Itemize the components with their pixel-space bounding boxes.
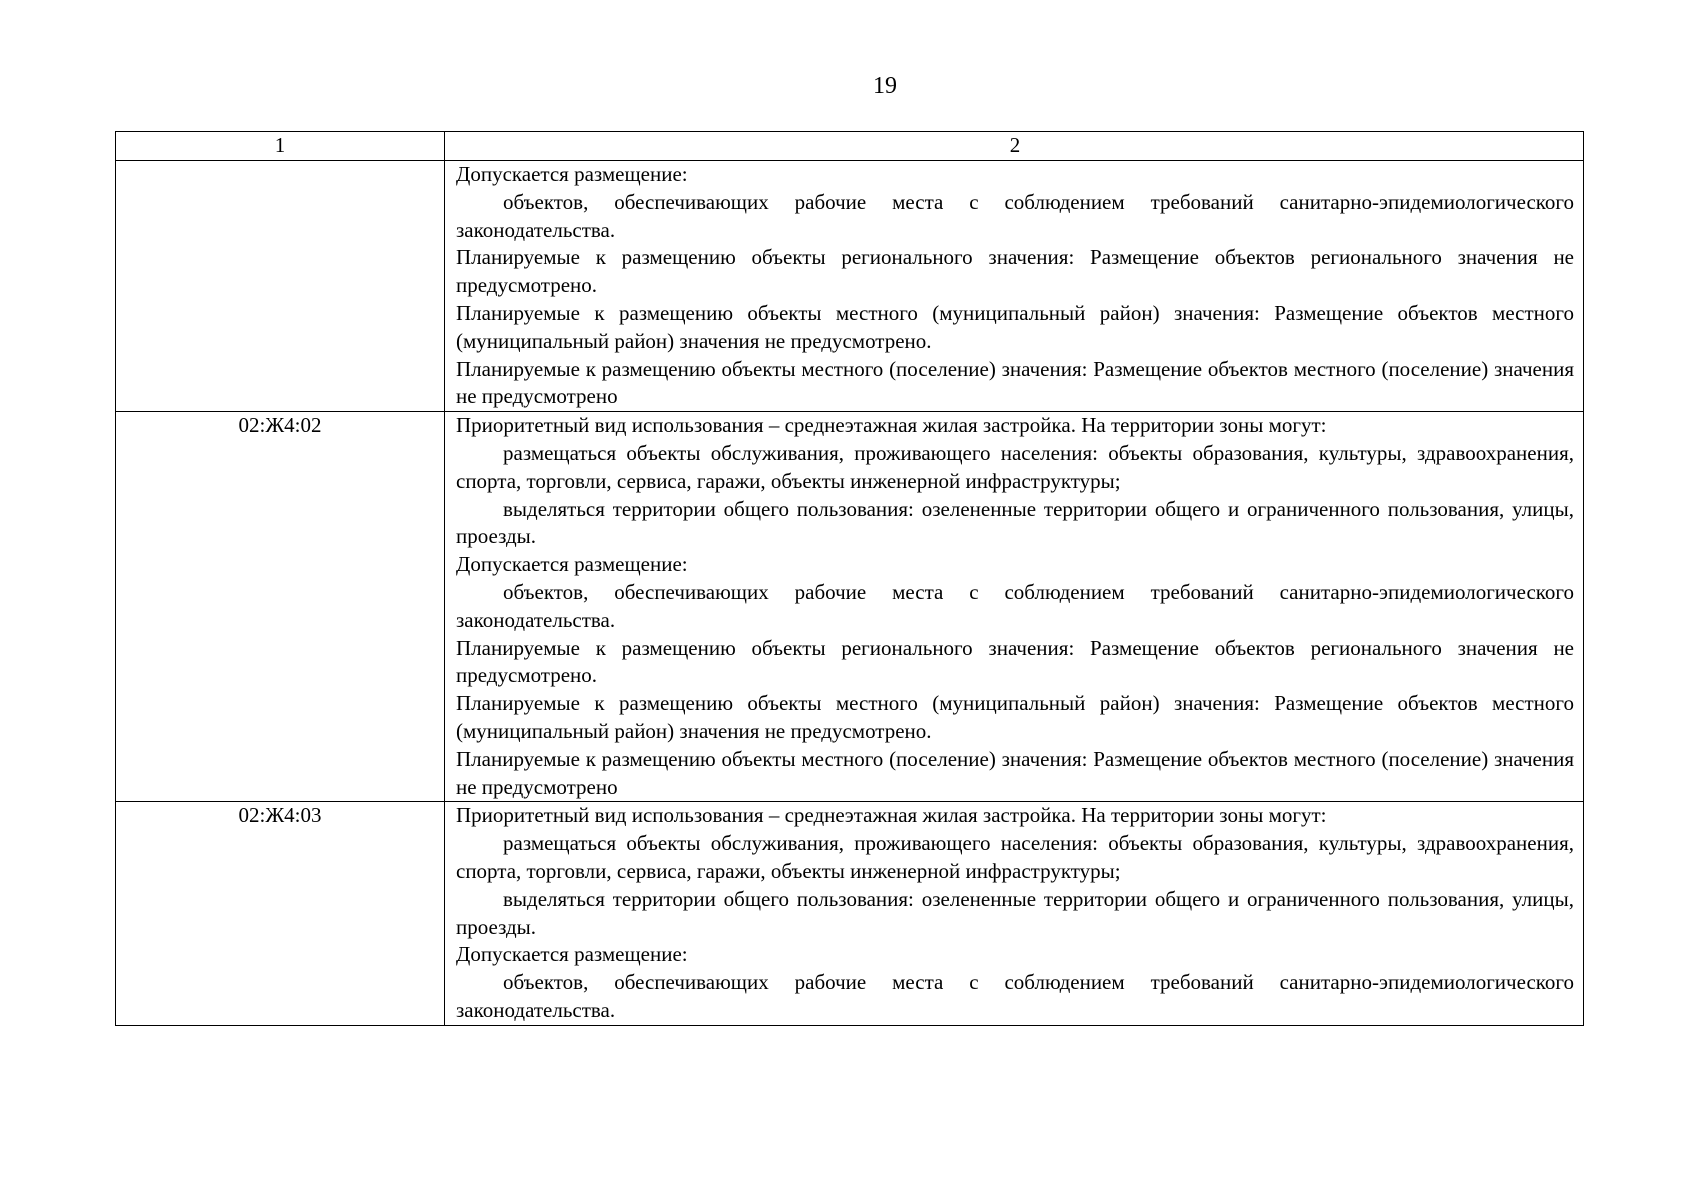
description-paragraph: Приоритетный вид использования – среднеэтажная жилая застройка. На территории зоны могут: — [456, 413, 1327, 438]
description-paragraph: Планируемые к размещению объекты местного (поселение) значения: Размещение объектов местного (поселение) значения не предусмотрено — [456, 746, 1574, 799]
description-paragraph: объектов, обеспечивающих рабочие места с соблюдением требований санитарно-эпидемиологического законодательства. — [456, 579, 1574, 632]
description-paragraph: Планируемые к размещению объекты регионального значения: Размещение объектов регионального значения не предусмотрено. — [456, 245, 1574, 298]
description-paragraph: выделяться территории общего пользования: озелененные территории общего и ограниченного пользования, улицы, проезды. — [456, 886, 1574, 939]
description-paragraph: размещаться объекты обслуживания, проживающего населения: объекты образования, культуры, здравоохранения, спорта, торговли, сервиса, гаражи, объекты инженерной инфраструктуры; — [456, 440, 1574, 493]
description-paragraph: объектов, обеспечивающих рабочие места с соблюдением требований санитарно-эпидемиологического законодательства. — [456, 189, 1574, 242]
description-paragraph: Планируемые к размещению объекты местного (поселение) значения: Размещение объектов местного (поселение) значения не предусмотрено — [456, 356, 1574, 409]
table-row — [116, 161, 1584, 412]
description-paragraph: Допускается размещение: — [456, 942, 688, 967]
zone-code-cell: 02:Ж4:03 — [116, 802, 445, 1025]
zone-code-cell — [116, 161, 445, 412]
table-row — [116, 412, 1584, 802]
zoning-table — [115, 131, 1584, 1026]
table-row — [116, 802, 1584, 1025]
header-cell-col2: 2 — [445, 132, 1584, 161]
table-header-row — [116, 132, 1584, 161]
description-paragraph: размещаться объекты обслуживания, проживающего населения: объекты образования, культуры, здравоохранения, спорта, торговли, сервиса, гаражи, объекты инженерной инфраструктуры; — [456, 831, 1574, 883]
page-number: 19 — [873, 73, 897, 99]
description-paragraph: Допускается размещение: — [456, 552, 688, 577]
description-paragraph: выделяться территории общего пользования: озелененные территории общего и ограниченного пользования, улицы, проезды. — [456, 496, 1574, 549]
zone-description-cell — [445, 802, 1584, 1025]
description-paragraph: Приоритетный вид использования – среднеэтажная жилая застройка. На территории зоны могут: — [456, 803, 1327, 828]
zone-code-cell: 02:Ж4:02 — [116, 412, 445, 802]
description-paragraph: Допускается размещение: — [456, 162, 688, 186]
description-paragraph: Планируемые к размещению объекты местного (муниципальный район) значения: Размещение объектов местного (муниципальный район) значения не предусмотрено. — [456, 691, 1574, 743]
description-paragraph: Планируемые к размещению объекты местного (муниципальный район) значения: Размещение объектов местного (муниципальный район) значения не предусмотрено. — [456, 300, 1574, 353]
description-paragraph: объектов, обеспечивающих рабочие места с соблюдением требований санитарно-эпидемиологического законодательства. — [456, 970, 1574, 1022]
zone-description-cell — [445, 161, 1584, 412]
zone-description-cell — [445, 412, 1584, 802]
header-cell-col1: 1 — [116, 132, 445, 161]
description-paragraph: Планируемые к размещению объекты регионального значения: Размещение объектов регионального значения не предусмотрено. — [456, 635, 1574, 688]
